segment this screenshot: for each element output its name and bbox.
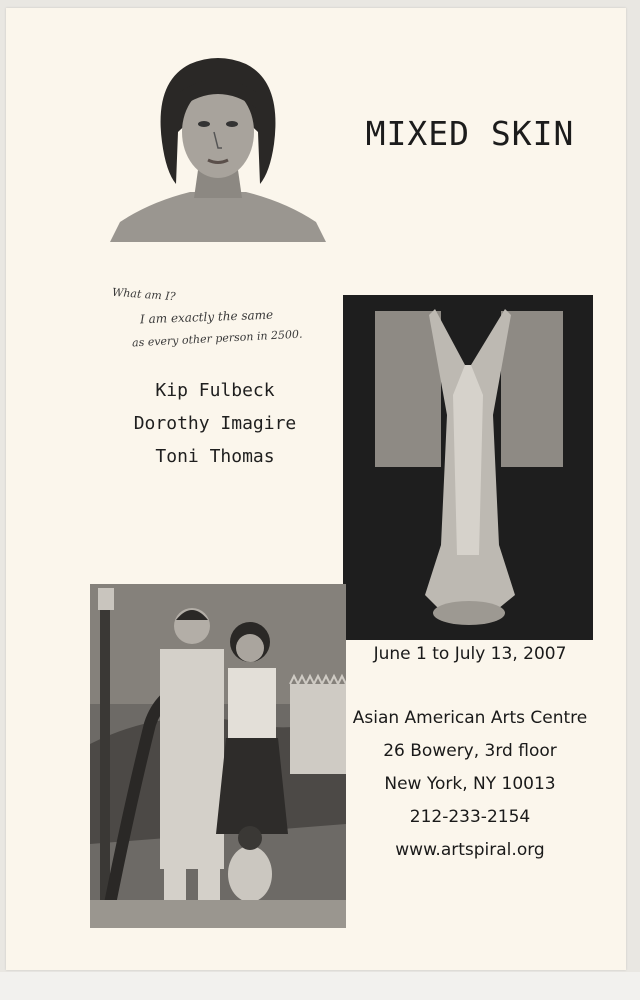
artist-list (104, 374, 326, 473)
poster-title: MIXED SKIN (365, 114, 575, 153)
venue-name: Asian American Arts Centre (352, 708, 588, 728)
artist-name: Toni Thomas (155, 446, 275, 467)
handwritten-quote-line: What am I? (111, 285, 176, 304)
handwritten-quote-line: I am exactly the same (139, 307, 274, 327)
venue-address: 26 Bowery, 3rd floor (383, 741, 557, 761)
exhibition-dates: June 1 to July 13, 2007 (373, 644, 567, 664)
handwritten-quote-line: as every other person in 2500. (131, 327, 303, 350)
artist-name: Kip Fulbeck (155, 380, 275, 401)
artist-name: Dorothy Imagire (133, 413, 297, 434)
venue-city: New York, NY 10013 (384, 774, 556, 794)
couple-painting (90, 584, 346, 928)
venue-website: www.artspiral.org (395, 840, 545, 860)
exhibition-info (342, 644, 598, 867)
portrait-photo (110, 52, 326, 242)
scan-edge (0, 972, 640, 1000)
kimono-dress-photo (343, 295, 593, 640)
venue-phone: 212-233-2154 (409, 807, 531, 827)
